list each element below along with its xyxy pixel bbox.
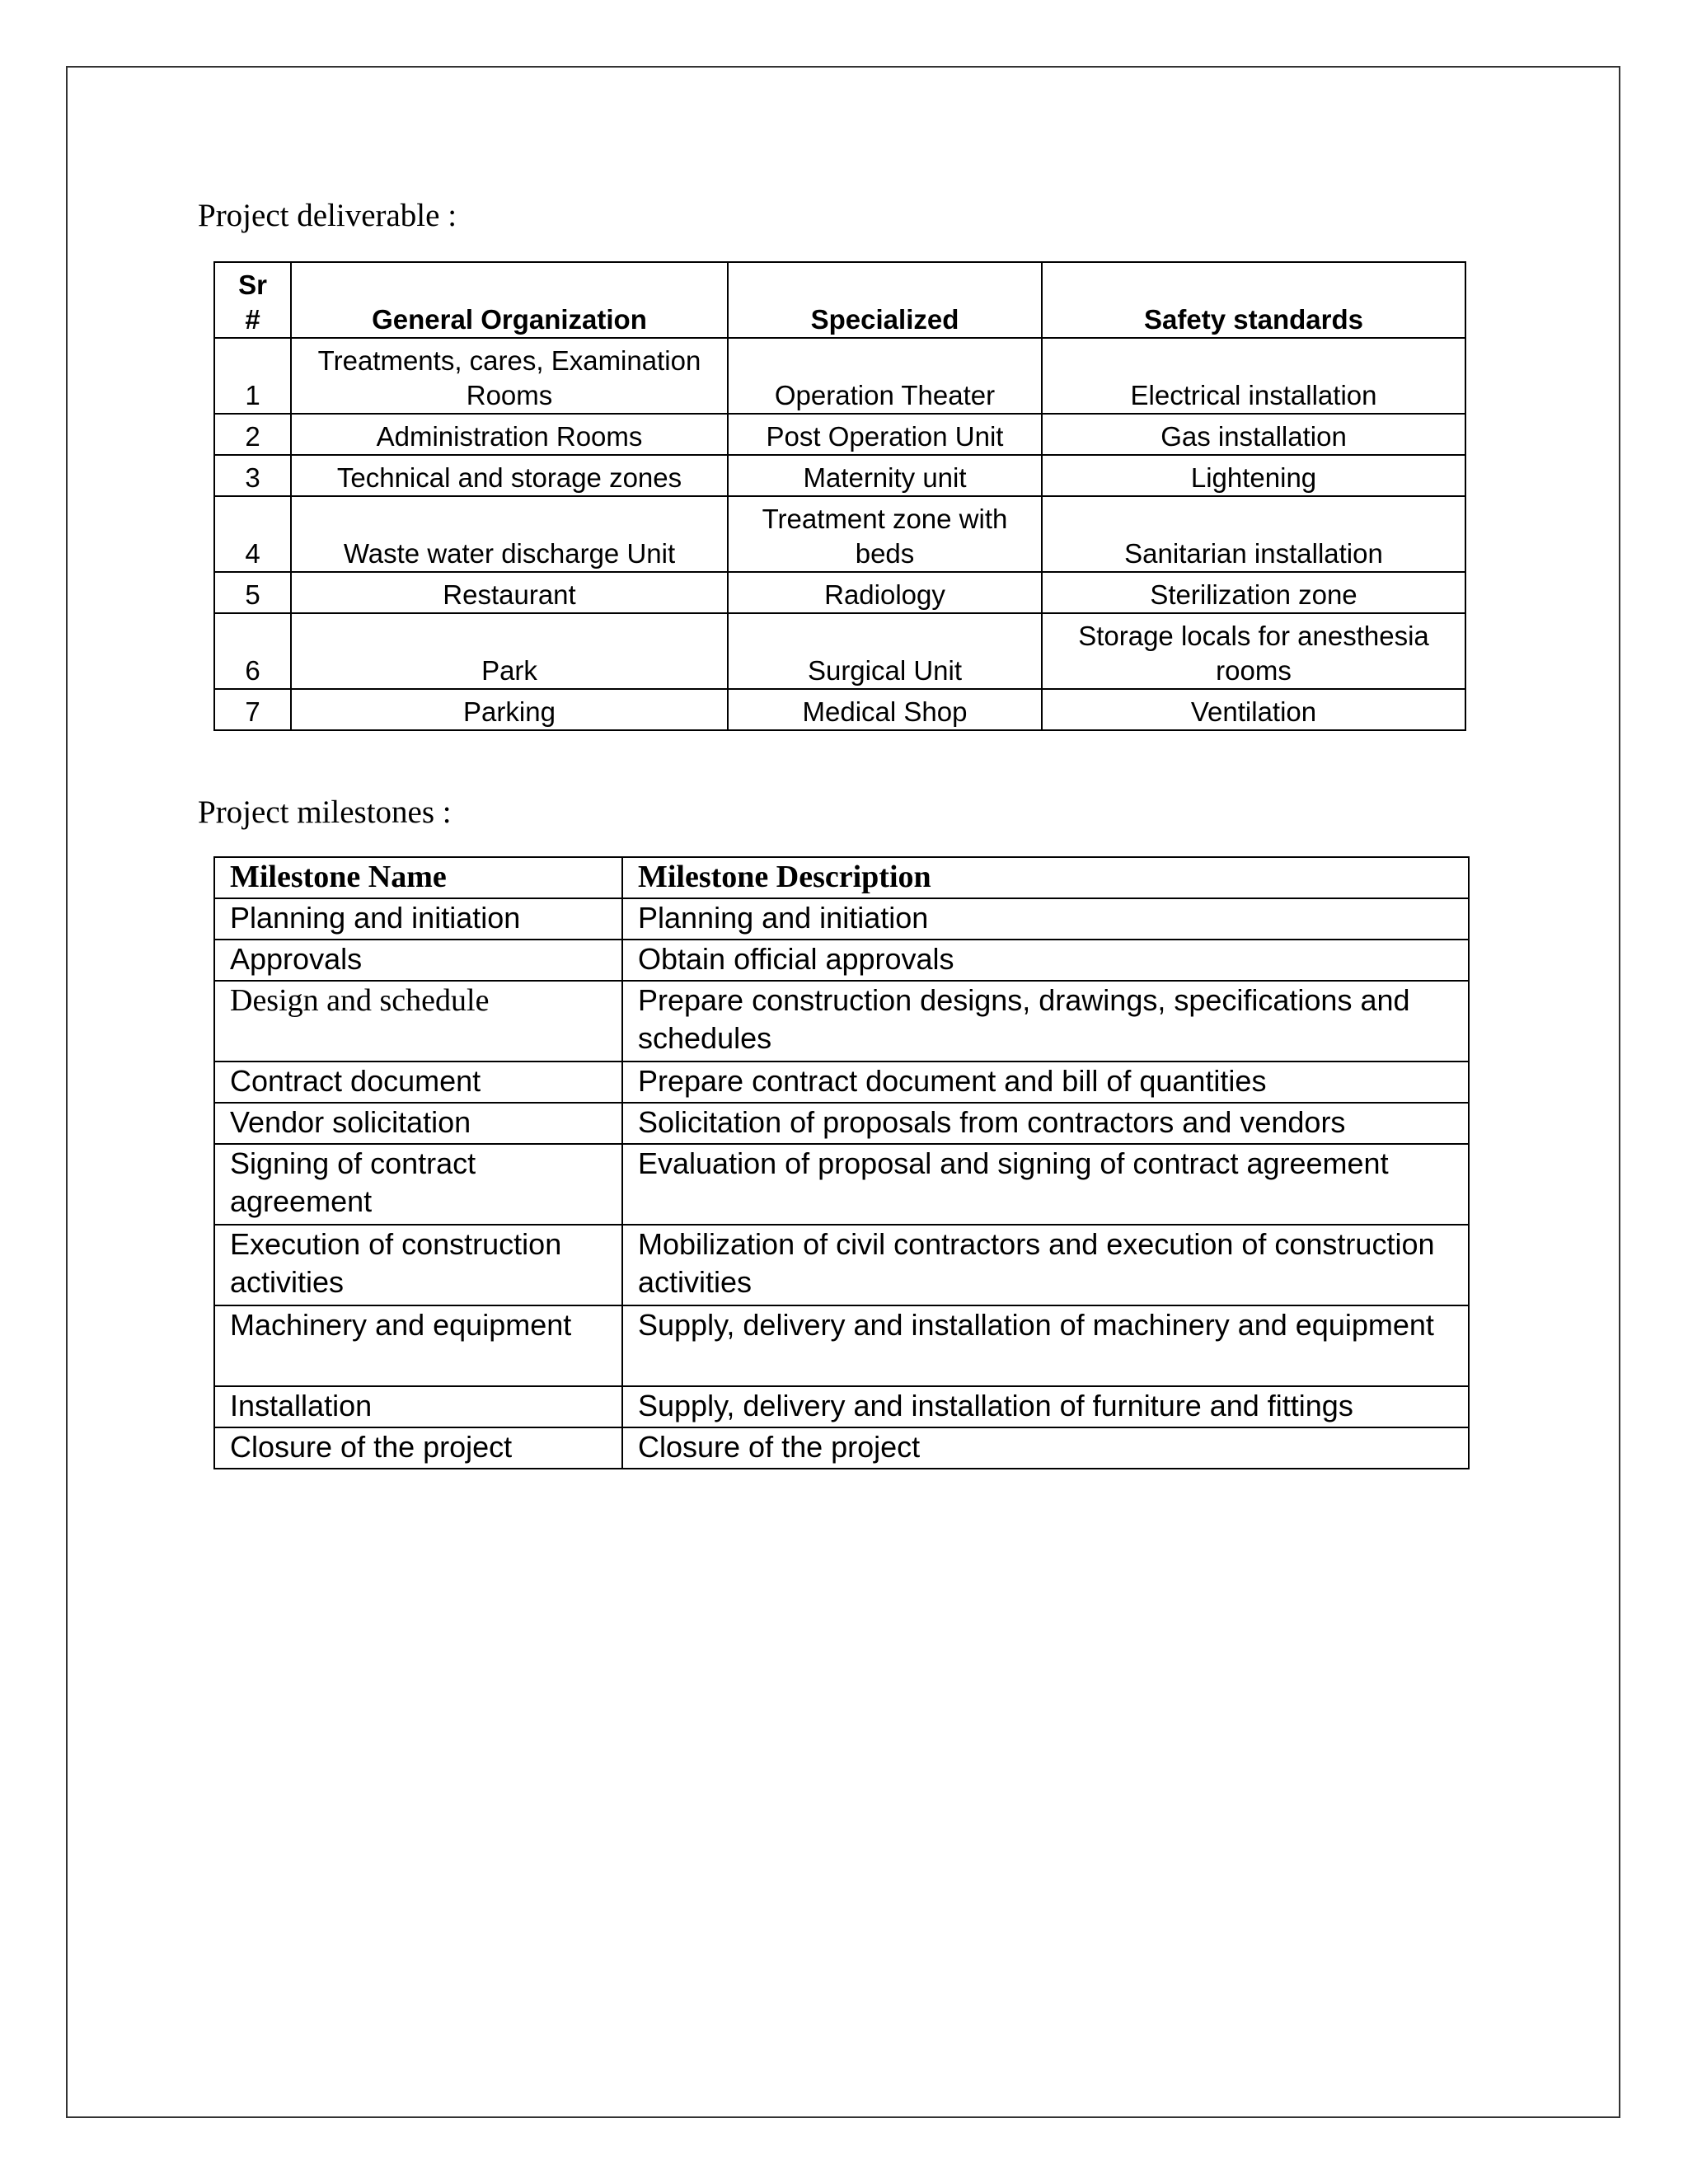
cell-general: Park — [291, 613, 728, 689]
cell-specialized: Operation Theater — [728, 338, 1042, 414]
cell-milestone-description: Prepare contract document and bill of quantities — [622, 1062, 1469, 1103]
deliverables-title: Project deliverable : — [198, 198, 457, 233]
cell-sr: 4 — [214, 496, 291, 572]
cell-general: Parking — [291, 689, 728, 730]
table-row — [214, 1427, 1469, 1469]
cell-sr: 7 — [214, 689, 291, 730]
table-row — [214, 1103, 1469, 1144]
cell-general: Waste water discharge Unit — [291, 496, 728, 572]
cell-specialized: Surgical Unit — [728, 613, 1042, 689]
table-row — [214, 981, 1469, 1062]
cell-milestone-name: Design and schedule — [214, 981, 622, 1062]
cell-general: Restaurant — [291, 572, 728, 613]
cell-milestone-name: Machinery and equipment — [214, 1305, 622, 1386]
cell-safety: Ventilation — [1042, 689, 1465, 730]
cell-milestone-name: Contract document — [214, 1062, 622, 1103]
header-sr: Sr # — [214, 262, 291, 338]
cell-safety: Sanitarian installation — [1042, 496, 1465, 572]
cell-milestone-description: Planning and initiation — [622, 898, 1469, 940]
table-row — [214, 572, 1465, 613]
cell-milestone-description: Evaluation of proposal and signing of contract agreement — [622, 1144, 1469, 1225]
header-specialized: Specialized — [728, 262, 1042, 338]
cell-milestone-description: Closure of the project — [622, 1427, 1469, 1469]
cell-sr: 6 — [214, 613, 291, 689]
cell-sr: 2 — [214, 414, 291, 455]
cell-milestone-description: Solicitation of proposals from contractors and vendors — [622, 1103, 1469, 1144]
cell-safety: Gas installation — [1042, 414, 1465, 455]
table-row — [214, 1225, 1469, 1305]
cell-specialized: Post Operation Unit — [728, 414, 1042, 455]
cell-specialized: Radiology — [728, 572, 1042, 613]
cell-milestone-name: Approvals — [214, 940, 622, 981]
cell-sr: 1 — [214, 338, 291, 414]
table-row — [214, 1305, 1469, 1386]
cell-general: Treatments, cares, Examination Rooms — [291, 338, 728, 414]
table-row — [214, 1386, 1469, 1427]
cell-milestone-name: Closure of the project — [214, 1427, 622, 1469]
table-header-row — [214, 262, 1465, 338]
table-row — [214, 496, 1465, 572]
cell-milestone-name: Signing of contract agreement — [214, 1144, 622, 1225]
table-row — [214, 613, 1465, 689]
cell-milestone-name: Planning and initiation — [214, 898, 622, 940]
table-row — [214, 455, 1465, 496]
cell-milestone-description: Prepare construction designs, drawings, specifications and schedules — [622, 981, 1469, 1062]
cell-milestone-description: Supply, delivery and installation of furniture and fittings — [622, 1386, 1469, 1427]
cell-safety: Electrical installation — [1042, 338, 1465, 414]
deliverables-table — [213, 261, 1466, 731]
table-row — [214, 1062, 1469, 1103]
cell-safety: Sterilization zone — [1042, 572, 1465, 613]
cell-specialized: Medical Shop — [728, 689, 1042, 730]
cell-sr: 5 — [214, 572, 291, 613]
header-milestone-description: Milestone Description — [622, 857, 1469, 898]
header-milestone-name: Milestone Name — [214, 857, 622, 898]
cell-general: Administration Rooms — [291, 414, 728, 455]
table-row — [214, 1144, 1469, 1225]
table-row — [214, 898, 1469, 940]
cell-specialized: Maternity unit — [728, 455, 1042, 496]
milestones-table — [213, 856, 1470, 1469]
table-row — [214, 414, 1465, 455]
cell-safety: Storage locals for anesthesia rooms — [1042, 613, 1465, 689]
cell-safety: Lightening — [1042, 455, 1465, 496]
table-header-row — [214, 857, 1469, 898]
cell-general: Technical and storage zones — [291, 455, 728, 496]
cell-specialized: Treatment zone with beds — [728, 496, 1042, 572]
header-safety-standards: Safety standards — [1042, 262, 1465, 338]
cell-milestone-name: Vendor solicitation — [214, 1103, 622, 1144]
table-row — [214, 689, 1465, 730]
cell-milestone-description: Supply, delivery and installation of machinery and equipment — [622, 1305, 1469, 1386]
table-row — [214, 338, 1465, 414]
cell-sr: 3 — [214, 455, 291, 496]
milestones-title: Project milestones : — [198, 794, 452, 830]
cell-milestone-name: Installation — [214, 1386, 622, 1427]
cell-milestone-description: Mobilization of civil contractors and execution of construction activities — [622, 1225, 1469, 1305]
cell-milestone-name: Execution of construction activities — [214, 1225, 622, 1305]
cell-milestone-description: Obtain official approvals — [622, 940, 1469, 981]
header-general-organization: General Organization — [291, 262, 728, 338]
table-row — [214, 940, 1469, 981]
